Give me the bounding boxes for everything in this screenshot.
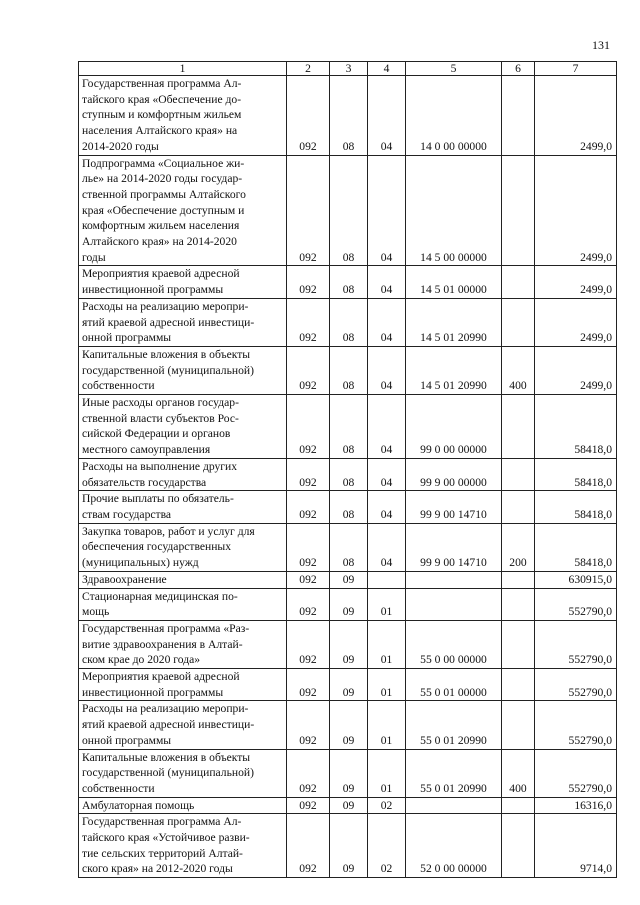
page-number: 131: [592, 38, 610, 52]
amount: 58418,0: [535, 458, 617, 490]
row-name: Капитальные вложения в объекты государственной (муниципальной) собственности: [79, 749, 287, 797]
table-row: [79, 155, 617, 266]
amount: 58418,0: [535, 395, 617, 459]
column-header: 5: [406, 62, 502, 76]
row-name: Здравоохранение: [79, 571, 287, 588]
amount: 2499,0: [535, 266, 617, 298]
section-code: 09: [330, 701, 368, 749]
subsection-code: 04: [368, 76, 406, 156]
section-code: 08: [330, 458, 368, 490]
subsection-code: 02: [368, 797, 406, 814]
row-name: Государственная программа Ал- тайского края «Устойчивое разви- тие сельских территорий Алтай- ского края» на 2012-2020 годы: [79, 814, 287, 878]
section-code: 08: [330, 395, 368, 459]
table-row: [79, 458, 617, 490]
amount: 2499,0: [535, 155, 617, 266]
target-article-code: 55 0 01 20990: [406, 701, 502, 749]
row-name: Расходы на реализацию меропри- ятий краевой адресной инвестици- онной программы: [79, 701, 287, 749]
department-code: 092: [287, 395, 330, 459]
expense-type-code: [502, 155, 535, 266]
subsection-code: 04: [368, 298, 406, 346]
row-name: Иные расходы органов государ- ственной власти субъектов Рос- сийской Федерации и органов местного самоуправления: [79, 395, 287, 459]
section-code: 08: [330, 491, 368, 523]
department-code: 092: [287, 298, 330, 346]
subsection-code: 01: [368, 620, 406, 668]
department-code: 092: [287, 797, 330, 814]
amount: 16316,0: [535, 797, 617, 814]
expense-type-code: [502, 669, 535, 701]
expense-type-code: [502, 797, 535, 814]
amount: 9714,0: [535, 814, 617, 878]
amount: 2499,0: [535, 346, 617, 394]
column-header: 1: [79, 62, 287, 76]
subsection-code: 01: [368, 669, 406, 701]
target-article-code: [406, 797, 502, 814]
subsection-code: 01: [368, 701, 406, 749]
subsection-code: [368, 571, 406, 588]
row-name: Мероприятия краевой адресной инвестиционной программы: [79, 266, 287, 298]
subsection-code: 04: [368, 395, 406, 459]
department-code: 092: [287, 266, 330, 298]
subsection-code: 04: [368, 266, 406, 298]
section-code: 09: [330, 814, 368, 878]
row-name: Прочие выплаты по обязатель- ствам государства: [79, 491, 287, 523]
subsection-code: 02: [368, 814, 406, 878]
budget-table: [78, 61, 617, 878]
target-article-code: 14 5 01 20990: [406, 346, 502, 394]
table-row: [79, 76, 617, 156]
department-code: 092: [287, 346, 330, 394]
column-number-row: [79, 62, 617, 76]
expense-type-code: 400: [502, 346, 535, 394]
subsection-code: 01: [368, 588, 406, 620]
target-article-code: 14 0 00 00000: [406, 76, 502, 156]
department-code: 092: [287, 523, 330, 571]
table-row: [79, 588, 617, 620]
table-row: [79, 298, 617, 346]
section-code: 09: [330, 588, 368, 620]
target-article-code: [406, 571, 502, 588]
expense-type-code: [502, 491, 535, 523]
amount: 552790,0: [535, 669, 617, 701]
department-code: 092: [287, 620, 330, 668]
target-article-code: 14 5 01 20990: [406, 298, 502, 346]
subsection-code: 04: [368, 155, 406, 266]
department-code: 092: [287, 76, 330, 156]
amount: 552790,0: [535, 588, 617, 620]
expense-type-code: [502, 76, 535, 156]
table-row: [79, 395, 617, 459]
target-article-code: 55 0 01 00000: [406, 669, 502, 701]
table-row: [79, 669, 617, 701]
table-row: [79, 814, 617, 878]
row-name: Расходы на реализацию меропри- ятий краевой адресной инвестици- онной программы: [79, 298, 287, 346]
table-row: [79, 749, 617, 797]
section-code: 09: [330, 797, 368, 814]
target-article-code: 99 0 00 00000: [406, 395, 502, 459]
target-article-code: 99 9 00 00000: [406, 458, 502, 490]
expense-type-code: [502, 814, 535, 878]
department-code: 092: [287, 155, 330, 266]
table-row: [79, 797, 617, 814]
target-article-code: 55 0 01 20990: [406, 749, 502, 797]
table-row: [79, 346, 617, 394]
expense-type-code: 400: [502, 749, 535, 797]
column-header: 3: [330, 62, 368, 76]
amount: 552790,0: [535, 701, 617, 749]
department-code: 092: [287, 491, 330, 523]
expense-type-code: [502, 298, 535, 346]
column-header: 2: [287, 62, 330, 76]
amount: 552790,0: [535, 620, 617, 668]
department-code: 092: [287, 571, 330, 588]
subsection-code: 04: [368, 346, 406, 394]
table-row: [79, 491, 617, 523]
table-row: [79, 571, 617, 588]
expense-type-code: [502, 395, 535, 459]
section-code: 09: [330, 749, 368, 797]
amount: 58418,0: [535, 491, 617, 523]
expense-type-code: [502, 620, 535, 668]
table-row: [79, 620, 617, 668]
expense-type-code: [502, 701, 535, 749]
row-name: Государственная программа «Раз- витие здравоохранения в Алтай- ском крае до 2020 года»: [79, 620, 287, 668]
row-name: Мероприятия краевой адресной инвестиционной программы: [79, 669, 287, 701]
subsection-code: 04: [368, 491, 406, 523]
table-row: [79, 701, 617, 749]
target-article-code: 55 0 00 00000: [406, 620, 502, 668]
amount: 552790,0: [535, 749, 617, 797]
row-name: Закупка товаров, работ и услуг для обеспечения государственных (муниципальных) нужд: [79, 523, 287, 571]
subsection-code: 04: [368, 458, 406, 490]
amount: 58418,0: [535, 523, 617, 571]
row-name: Расходы на выполнение других обязательств государства: [79, 458, 287, 490]
row-name: Подпрограмма «Социальное жи- лье» на 2014-2020 годы государ- ственной программы Алтайского края «Обеспечение доступным и комфортным жильем населения Алтайского края» на 2014-2020 годы: [79, 155, 287, 266]
row-name: Капитальные вложения в объекты государственной (муниципальной) собственности: [79, 346, 287, 394]
section-code: 08: [330, 523, 368, 571]
section-code: 08: [330, 76, 368, 156]
table-body: [79, 76, 617, 878]
department-code: 092: [287, 701, 330, 749]
target-article-code: 14 5 01 00000: [406, 266, 502, 298]
section-code: 09: [330, 571, 368, 588]
target-article-code: 52 0 00 00000: [406, 814, 502, 878]
table-row: [79, 266, 617, 298]
department-code: 092: [287, 749, 330, 797]
column-header: 7: [535, 62, 617, 76]
section-code: 08: [330, 298, 368, 346]
target-article-code: [406, 588, 502, 620]
amount: 2499,0: [535, 76, 617, 156]
department-code: 092: [287, 458, 330, 490]
subsection-code: 01: [368, 749, 406, 797]
target-article-code: 99 9 00 14710: [406, 491, 502, 523]
column-header: 6: [502, 62, 535, 76]
section-code: 08: [330, 155, 368, 266]
section-code: 09: [330, 620, 368, 668]
expense-type-code: [502, 571, 535, 588]
table-row: [79, 523, 617, 571]
section-code: 08: [330, 266, 368, 298]
row-name: Амбулаторная помощь: [79, 797, 287, 814]
amount: 630915,0: [535, 571, 617, 588]
expense-type-code: [502, 588, 535, 620]
section-code: 08: [330, 346, 368, 394]
target-article-code: 14 5 00 00000: [406, 155, 502, 266]
department-code: 092: [287, 814, 330, 878]
department-code: 092: [287, 669, 330, 701]
expense-type-code: [502, 458, 535, 490]
target-article-code: 99 9 00 14710: [406, 523, 502, 571]
row-name: Стационарная медицинская по- мощь: [79, 588, 287, 620]
department-code: 092: [287, 588, 330, 620]
column-header: 4: [368, 62, 406, 76]
expense-type-code: 200: [502, 523, 535, 571]
subsection-code: 04: [368, 523, 406, 571]
expense-type-code: [502, 266, 535, 298]
section-code: 09: [330, 669, 368, 701]
amount: 2499,0: [535, 298, 617, 346]
row-name: Государственная программа Ал- тайского края «Обеспечение до- ступным и комфортным жильем населения Алтайского края» на 2014-2020 годы: [79, 76, 287, 156]
